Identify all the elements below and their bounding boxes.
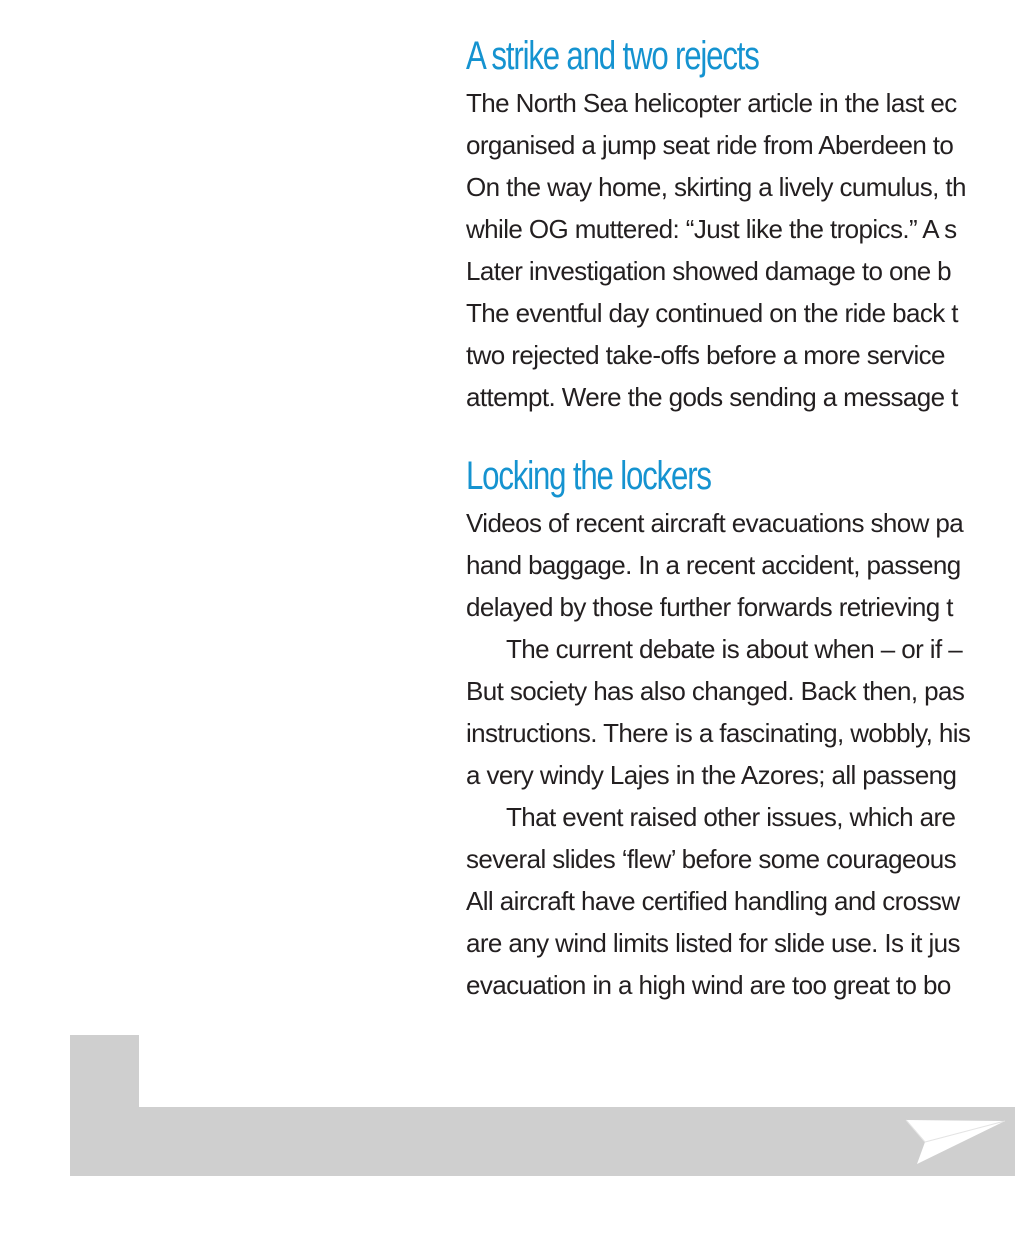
paragraph-line: a very windy Lajes in the Azores; all passeng [466,760,957,790]
paragraph-line: The eventful day continued on the ride back t [466,298,958,328]
paragraph-line: two rejected take-offs before a more service [466,340,945,370]
paragraph-line: delayed by those further forwards retrieving t [466,592,953,622]
paragraph-line: On the way home, skirting a lively cumulus, th [466,172,966,202]
paragraph-line: while OG muttered: “Just like the tropics.” A s [466,214,957,244]
paper-plane-icon [905,1118,1007,1166]
paragraph-line: several slides ‘flew’ before some courageous [466,844,957,874]
paragraph-line: That event raised other issues, which are [506,802,956,832]
section-heading-strike: A strike and two rejects [466,34,759,78]
paragraph-line: The current debate is about when – or if – [506,634,963,664]
paragraph-line: hand baggage. In a recent accident, passeng [466,550,961,580]
paragraph-line: instructions. There is a fascinating, wobbly, his [466,718,971,748]
paragraph-line: evacuation in a high wind are too great to bo [466,970,951,1000]
footer-bar [70,1107,1015,1176]
section-heading-lockers: Locking the lockers [466,454,711,498]
paragraph-line: attempt. Were the gods sending a message t [466,382,958,412]
paragraph-line: All aircraft have certified handling and crossw [466,886,960,916]
paragraph-line: organised a jump seat ride from Aberdeen to [466,130,954,160]
paragraph-line: The North Sea helicopter article in the last ec [466,88,957,118]
paragraph-line: Later investigation showed damage to one b [466,256,952,286]
paragraph-line: But society has also changed. Back then, pas [466,676,965,706]
paragraph-line: Videos of recent aircraft evacuations show pa [466,508,964,538]
paragraph-line: are any wind limits listed for slide use. Is it jus [466,928,960,958]
footer-tab [70,1035,139,1107]
